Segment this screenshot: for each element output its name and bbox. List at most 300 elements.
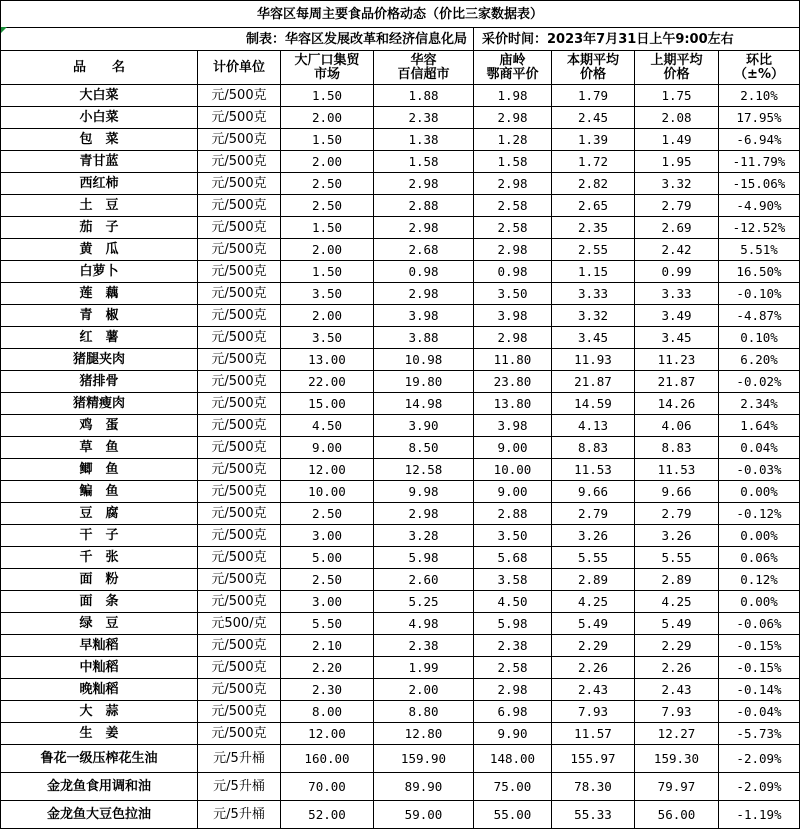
unit-cell: 元/500克 — [198, 503, 281, 525]
market3-price: 2.98 — [474, 239, 552, 261]
item-name: 黄 瓜 — [1, 239, 198, 261]
market3-price: 0.98 — [474, 261, 552, 283]
avg-previous-price: 7.93 — [635, 701, 719, 723]
avg-previous-price: 2.08 — [635, 107, 719, 129]
avg-previous-price: 1.95 — [635, 151, 719, 173]
unit-cell: 元/500克 — [198, 349, 281, 371]
table-row — [1, 217, 800, 239]
market3-price: 1.58 — [474, 151, 552, 173]
avg-current-price: 55.33 — [552, 801, 635, 829]
unit-cell: 元/500克 — [198, 591, 281, 613]
table-row — [1, 745, 800, 773]
item-name: 小白菜 — [1, 107, 198, 129]
change-percent: -0.04% — [719, 701, 800, 723]
market2-price: 1.88 — [374, 85, 474, 107]
market1-price: 5.50 — [281, 613, 374, 635]
market3-price: 2.98 — [474, 679, 552, 701]
market1-price: 2.50 — [281, 569, 374, 591]
table-row — [1, 773, 800, 801]
avg-current-price: 2.43 — [552, 679, 635, 701]
avg-current-price: 2.26 — [552, 657, 635, 679]
market2-price: 1.99 — [374, 657, 474, 679]
market2-price: 10.98 — [374, 349, 474, 371]
market1-price: 2.50 — [281, 195, 374, 217]
header-market1-line1: 大厂口集贸 — [294, 52, 360, 68]
avg-previous-price: 1.75 — [635, 85, 719, 107]
unit-cell: 元/500克 — [198, 635, 281, 657]
change-percent: -0.02% — [719, 371, 800, 393]
market1-price: 3.00 — [281, 525, 374, 547]
market1-price: 3.50 — [281, 327, 374, 349]
table-row — [1, 569, 800, 591]
market3-price: 148.00 — [474, 745, 552, 773]
avg-current-price: 2.82 — [552, 173, 635, 195]
item-name: 猪排骨 — [1, 371, 198, 393]
change-percent: -6.94% — [719, 129, 800, 151]
change-percent: -0.10% — [719, 283, 800, 305]
change-percent: 2.10% — [719, 85, 800, 107]
table-row — [1, 437, 800, 459]
market2-price: 12.58 — [374, 459, 474, 481]
unit-cell: 元/500克 — [198, 173, 281, 195]
unit-cell: 元/5升桶 — [198, 801, 281, 829]
item-name: 生 姜 — [1, 723, 198, 745]
item-name: 大 蒜 — [1, 701, 198, 723]
market3-price: 2.38 — [474, 635, 552, 657]
item-name: 面 条 — [1, 591, 198, 613]
avg-current-price: 7.93 — [552, 701, 635, 723]
change-percent: 0.00% — [719, 525, 800, 547]
unit-cell: 元/500克 — [198, 679, 281, 701]
item-name: 白萝卜 — [1, 261, 198, 283]
table-row — [1, 239, 800, 261]
unit-cell: 元/500克 — [198, 547, 281, 569]
market2-price: 2.98 — [374, 283, 474, 305]
item-name: 红 薯 — [1, 327, 198, 349]
market2-price: 5.98 — [374, 547, 474, 569]
avg-previous-price: 8.83 — [635, 437, 719, 459]
unit-cell: 元/500克 — [198, 415, 281, 437]
cell-comment-marker — [1, 27, 7, 33]
avg-previous-price: 5.49 — [635, 613, 719, 635]
market3-price: 2.58 — [474, 657, 552, 679]
avg-current-price: 3.26 — [552, 525, 635, 547]
item-name: 猪腿夹肉 — [1, 349, 198, 371]
item-name: 中籼稻 — [1, 657, 198, 679]
unit-cell: 元/500克 — [198, 283, 281, 305]
header-market2-line1: 华容 — [410, 52, 437, 68]
change-percent: 0.06% — [719, 547, 800, 569]
item-name: 金龙鱼食用调和油 — [1, 773, 198, 801]
market3-price: 10.00 — [474, 459, 552, 481]
market2-price: 5.25 — [374, 591, 474, 613]
table-row — [1, 679, 800, 701]
market2-price: 1.38 — [374, 129, 474, 151]
change-percent: 16.50% — [719, 261, 800, 283]
market1-price: 10.00 — [281, 481, 374, 503]
market2-price: 3.98 — [374, 305, 474, 327]
item-name: 千 张 — [1, 547, 198, 569]
market3-price: 75.00 — [474, 773, 552, 801]
change-percent: 1.64% — [719, 415, 800, 437]
market1-price: 4.50 — [281, 415, 374, 437]
avg-previous-price: 2.69 — [635, 217, 719, 239]
avg-current-price: 1.39 — [552, 129, 635, 151]
market3-price: 2.58 — [474, 217, 552, 239]
change-percent: -0.03% — [719, 459, 800, 481]
change-percent: -4.87% — [719, 305, 800, 327]
market2-price: 89.90 — [374, 773, 474, 801]
market2-price: 1.58 — [374, 151, 474, 173]
item-name: 青甘蓝 — [1, 151, 198, 173]
market2-price: 3.28 — [374, 525, 474, 547]
change-percent: -11.79% — [719, 151, 800, 173]
header-unit: 计价单位 — [198, 51, 281, 85]
market2-price: 14.98 — [374, 393, 474, 415]
avg-current-price: 2.45 — [552, 107, 635, 129]
market1-price: 8.00 — [281, 701, 374, 723]
table-row — [1, 701, 800, 723]
market2-price: 2.98 — [374, 503, 474, 525]
header-avg-previous-line1: 上期平均 — [650, 52, 703, 68]
avg-previous-price: 14.26 — [635, 393, 719, 415]
market3-price: 1.98 — [474, 85, 552, 107]
avg-current-price: 11.53 — [552, 459, 635, 481]
avg-previous-price: 21.87 — [635, 371, 719, 393]
market3-price: 1.28 — [474, 129, 552, 151]
avg-previous-price: 4.25 — [635, 591, 719, 613]
avg-previous-price: 56.00 — [635, 801, 719, 829]
market3-price: 6.98 — [474, 701, 552, 723]
market3-price: 3.98 — [474, 305, 552, 327]
change-percent: -15.06% — [719, 173, 800, 195]
table-row — [1, 283, 800, 305]
header-market1-line2: 市场 — [313, 66, 340, 82]
table-row — [1, 459, 800, 481]
market1-price: 3.50 — [281, 283, 374, 305]
header-market3-line1: 庙岭 — [499, 52, 526, 68]
avg-current-price: 8.83 — [552, 437, 635, 459]
market1-price: 9.00 — [281, 437, 374, 459]
avg-previous-price: 3.45 — [635, 327, 719, 349]
avg-current-price: 2.89 — [552, 569, 635, 591]
market1-price: 2.50 — [281, 173, 374, 195]
market2-price: 4.98 — [374, 613, 474, 635]
header-market2-line2: 百信超市 — [397, 66, 450, 82]
avg-previous-price: 4.06 — [635, 415, 719, 437]
market1-price: 13.00 — [281, 349, 374, 371]
unit-cell: 元/500克 — [198, 305, 281, 327]
header-name: 品 名 — [1, 51, 198, 85]
item-name: 金龙鱼大豆色拉油 — [1, 801, 198, 829]
avg-previous-price: 12.27 — [635, 723, 719, 745]
avg-current-price: 3.33 — [552, 283, 635, 305]
unit-cell: 元/500克 — [198, 723, 281, 745]
market2-price: 0.98 — [374, 261, 474, 283]
unit-cell: 元/500克 — [198, 151, 281, 173]
avg-previous-price: 9.66 — [635, 481, 719, 503]
market2-price: 12.80 — [374, 723, 474, 745]
market1-price: 2.00 — [281, 151, 374, 173]
market1-price: 15.00 — [281, 393, 374, 415]
avg-current-price: 1.72 — [552, 151, 635, 173]
item-name: 草 鱼 — [1, 437, 198, 459]
market3-price: 3.50 — [474, 283, 552, 305]
item-name: 莲 藕 — [1, 283, 198, 305]
unit-cell: 元/500克 — [198, 261, 281, 283]
avg-current-price: 155.97 — [552, 745, 635, 773]
item-name: 土 豆 — [1, 195, 198, 217]
change-percent: -12.52% — [719, 217, 800, 239]
change-percent: -4.90% — [719, 195, 800, 217]
table-row — [1, 305, 800, 327]
change-percent: 0.12% — [719, 569, 800, 591]
avg-current-price: 11.57 — [552, 723, 635, 745]
avg-previous-price: 159.30 — [635, 745, 719, 773]
change-percent: -2.09% — [719, 745, 800, 773]
avg-current-price: 5.55 — [552, 547, 635, 569]
unit-cell: 元/5升桶 — [198, 745, 281, 773]
market3-price: 2.88 — [474, 503, 552, 525]
change-percent: 0.10% — [719, 327, 800, 349]
market2-price: 2.38 — [374, 107, 474, 129]
avg-previous-price: 5.55 — [635, 547, 719, 569]
market1-price: 70.00 — [281, 773, 374, 801]
table-row — [1, 349, 800, 371]
avg-current-price: 1.15 — [552, 261, 635, 283]
market2-price: 8.80 — [374, 701, 474, 723]
market1-price: 3.00 — [281, 591, 374, 613]
change-percent: 0.00% — [719, 481, 800, 503]
item-name: 猪精瘦肉 — [1, 393, 198, 415]
change-percent: -5.73% — [719, 723, 800, 745]
change-percent: 0.04% — [719, 437, 800, 459]
table-row — [1, 107, 800, 129]
market2-price: 3.88 — [374, 327, 474, 349]
avg-previous-price: 0.99 — [635, 261, 719, 283]
table-row — [1, 151, 800, 173]
avg-current-price: 1.79 — [552, 85, 635, 107]
market1-price: 2.20 — [281, 657, 374, 679]
unit-cell: 元/500克 — [198, 107, 281, 129]
avg-previous-price: 2.42 — [635, 239, 719, 261]
item-name: 面 粉 — [1, 569, 198, 591]
market2-price: 2.38 — [374, 635, 474, 657]
market1-price: 52.00 — [281, 801, 374, 829]
maker-label: 制表：华容区发展改革和经济信息化局 — [1, 28, 474, 51]
unit-cell: 元/500克 — [198, 195, 281, 217]
item-name: 干 子 — [1, 525, 198, 547]
table-row — [1, 393, 800, 415]
table-title: 华容区每周主要食品价格动态（价比三家数据表） — [1, 1, 800, 28]
market1-price: 2.00 — [281, 239, 374, 261]
market3-price: 2.58 — [474, 195, 552, 217]
unit-cell: 元/5升桶 — [198, 773, 281, 801]
avg-previous-price: 3.26 — [635, 525, 719, 547]
market2-price: 159.90 — [374, 745, 474, 773]
avg-current-price: 2.65 — [552, 195, 635, 217]
avg-previous-price: 3.49 — [635, 305, 719, 327]
item-name: 西红柿 — [1, 173, 198, 195]
table-row — [1, 195, 800, 217]
market3-price: 9.00 — [474, 481, 552, 503]
market3-price: 5.68 — [474, 547, 552, 569]
market3-price: 2.98 — [474, 173, 552, 195]
market1-price: 160.00 — [281, 745, 374, 773]
unit-cell: 元/500克 — [198, 437, 281, 459]
table-row — [1, 635, 800, 657]
header-market2 — [374, 51, 474, 85]
avg-previous-price: 2.26 — [635, 657, 719, 679]
market1-price: 1.50 — [281, 261, 374, 283]
change-percent: -1.19% — [719, 801, 800, 829]
market3-price: 3.58 — [474, 569, 552, 591]
table-row — [1, 801, 800, 829]
meta-row — [1, 28, 800, 51]
header-market1 — [281, 51, 374, 85]
item-name: 鲫 鱼 — [1, 459, 198, 481]
market2-price: 8.50 — [374, 437, 474, 459]
avg-previous-price: 3.33 — [635, 283, 719, 305]
avg-current-price: 2.79 — [552, 503, 635, 525]
unit-cell: 元/500克 — [198, 371, 281, 393]
item-name: 豆 腐 — [1, 503, 198, 525]
avg-current-price: 5.49 — [552, 613, 635, 635]
market3-price: 13.80 — [474, 393, 552, 415]
change-percent: -0.15% — [719, 657, 800, 679]
table-row — [1, 657, 800, 679]
unit-cell: 元/500克 — [198, 129, 281, 151]
avg-previous-price: 2.89 — [635, 569, 719, 591]
market1-price: 2.50 — [281, 503, 374, 525]
market1-price: 2.00 — [281, 107, 374, 129]
header-avg-current-line2: 价格 — [579, 66, 606, 82]
table-row — [1, 327, 800, 349]
change-percent: -0.14% — [719, 679, 800, 701]
table-row — [1, 481, 800, 503]
market1-price: 2.10 — [281, 635, 374, 657]
table-row — [1, 173, 800, 195]
table-row — [1, 371, 800, 393]
item-name: 青 椒 — [1, 305, 198, 327]
avg-previous-price: 3.32 — [635, 173, 719, 195]
item-name: 鲁花一级压榨花生油 — [1, 745, 198, 773]
avg-previous-price: 2.29 — [635, 635, 719, 657]
change-percent: 17.95% — [719, 107, 800, 129]
table-row — [1, 613, 800, 635]
change-percent: -0.06% — [719, 613, 800, 635]
market1-price: 22.00 — [281, 371, 374, 393]
table-row — [1, 525, 800, 547]
avg-current-price: 2.35 — [552, 217, 635, 239]
unit-cell: 元/500克 — [198, 393, 281, 415]
market3-price: 23.80 — [474, 371, 552, 393]
unit-cell: 元/500克 — [198, 657, 281, 679]
table-row — [1, 129, 800, 151]
unit-cell: 元/500克 — [198, 85, 281, 107]
change-percent: 0.00% — [719, 591, 800, 613]
item-name: 鳊 鱼 — [1, 481, 198, 503]
market2-price: 2.68 — [374, 239, 474, 261]
item-name: 包 菜 — [1, 129, 198, 151]
avg-current-price: 2.29 — [552, 635, 635, 657]
market3-price: 11.80 — [474, 349, 552, 371]
market1-price: 1.50 — [281, 129, 374, 151]
market1-price: 5.00 — [281, 547, 374, 569]
title-row — [1, 1, 800, 28]
change-percent: -0.12% — [719, 503, 800, 525]
avg-previous-price: 2.79 — [635, 503, 719, 525]
market2-price: 2.98 — [374, 173, 474, 195]
item-name: 晚籼稻 — [1, 679, 198, 701]
unit-cell: 元500/克 — [198, 613, 281, 635]
avg-previous-price: 1.49 — [635, 129, 719, 151]
market3-price: 55.00 — [474, 801, 552, 829]
market3-price: 9.90 — [474, 723, 552, 745]
market2-price: 19.80 — [374, 371, 474, 393]
avg-previous-price: 11.53 — [635, 459, 719, 481]
collection-time: 采价时间：2023年7月31日上午9:00左右 — [474, 28, 800, 51]
market1-price: 12.00 — [281, 723, 374, 745]
unit-cell: 元/500克 — [198, 327, 281, 349]
market1-price: 12.00 — [281, 459, 374, 481]
header-change-line2: （±%） — [734, 66, 784, 82]
header-row — [1, 51, 800, 85]
market2-price: 2.98 — [374, 217, 474, 239]
unit-cell: 元/500克 — [198, 217, 281, 239]
item-name: 大白菜 — [1, 85, 198, 107]
table-row — [1, 85, 800, 107]
market2-price: 59.00 — [374, 801, 474, 829]
avg-current-price: 3.32 — [552, 305, 635, 327]
market3-price: 4.50 — [474, 591, 552, 613]
table-row — [1, 723, 800, 745]
market1-price: 1.50 — [281, 217, 374, 239]
avg-previous-price: 2.79 — [635, 195, 719, 217]
unit-cell: 元/500克 — [198, 701, 281, 723]
change-percent: -2.09% — [719, 773, 800, 801]
change-percent: -0.15% — [719, 635, 800, 657]
avg-current-price: 78.30 — [552, 773, 635, 801]
header-market3-line2: 鄂商平价 — [486, 66, 539, 82]
header-avg-previous-line2: 价格 — [663, 66, 690, 82]
avg-current-price: 2.55 — [552, 239, 635, 261]
market3-price: 9.00 — [474, 437, 552, 459]
avg-current-price: 11.93 — [552, 349, 635, 371]
header-avg-current-line1: 本期平均 — [566, 52, 619, 68]
table-row — [1, 591, 800, 613]
avg-current-price: 14.59 — [552, 393, 635, 415]
unit-cell: 元/500克 — [198, 459, 281, 481]
market3-price: 2.98 — [474, 327, 552, 349]
table-row — [1, 261, 800, 283]
market2-price: 2.00 — [374, 679, 474, 701]
avg-previous-price: 2.43 — [635, 679, 719, 701]
market1-price: 1.50 — [281, 85, 374, 107]
header-avg-current — [552, 51, 635, 85]
market3-price: 2.98 — [474, 107, 552, 129]
header-avg-previous — [635, 51, 719, 85]
table-row — [1, 547, 800, 569]
change-percent: 6.20% — [719, 349, 800, 371]
item-name: 鸡 蛋 — [1, 415, 198, 437]
avg-current-price: 4.13 — [552, 415, 635, 437]
unit-cell: 元/500克 — [198, 481, 281, 503]
change-percent: 5.51% — [719, 239, 800, 261]
avg-previous-price: 79.97 — [635, 773, 719, 801]
table-row — [1, 503, 800, 525]
unit-cell: 元/500克 — [198, 525, 281, 547]
